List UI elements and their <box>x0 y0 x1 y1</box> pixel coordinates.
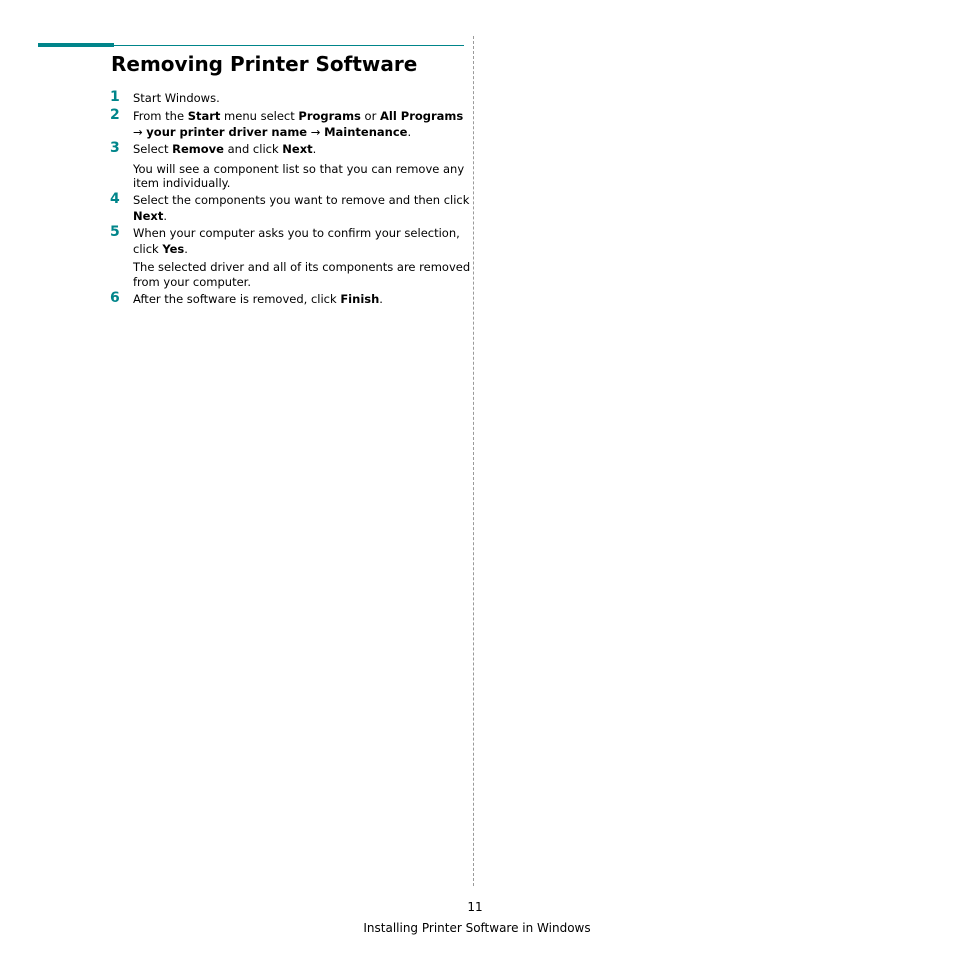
step-5-line-1: When your computer asks you to confirm your selection, <box>133 226 460 240</box>
header-rule <box>114 45 464 46</box>
footer-chapter-title: Installing Printer Software in Windows <box>363 921 591 935</box>
step-number-5: 5 <box>110 224 120 240</box>
step-2-line-2: → your printer driver name → Maintenance. <box>133 125 412 139</box>
page-number: 11 <box>467 900 483 914</box>
step-2-line-1: From the Start menu select Programs or All Programs <box>133 109 464 123</box>
step-number-3: 3 <box>110 140 120 156</box>
step-3-note-line-2: item individually. <box>133 176 231 190</box>
step-1-text: Start Windows. <box>133 91 220 105</box>
step-4-line-2: Next. <box>133 209 167 223</box>
column-divider <box>473 36 474 886</box>
step-number-2: 2 <box>110 107 120 123</box>
step-number-1: 1 <box>110 89 120 105</box>
section-title: Removing Printer Software <box>111 52 418 76</box>
step-5-note-line-1: The selected driver and all of its components are removed <box>133 260 471 274</box>
step-4-line-1: Select the components you want to remove and then click <box>133 193 470 207</box>
step-5-line-2: click Yes. <box>133 242 188 256</box>
step-3-line-1: Select Remove and click Next. <box>133 142 317 156</box>
step-number-4: 4 <box>110 191 120 207</box>
header-accent-bar <box>38 43 114 47</box>
step-5-note-line-2: from your computer. <box>133 275 251 289</box>
step-6-text: After the software is removed, click Finish. <box>133 292 383 306</box>
step-number-6: 6 <box>110 290 120 306</box>
step-3-note-line-1: You will see a component list so that you can remove any <box>133 162 465 176</box>
